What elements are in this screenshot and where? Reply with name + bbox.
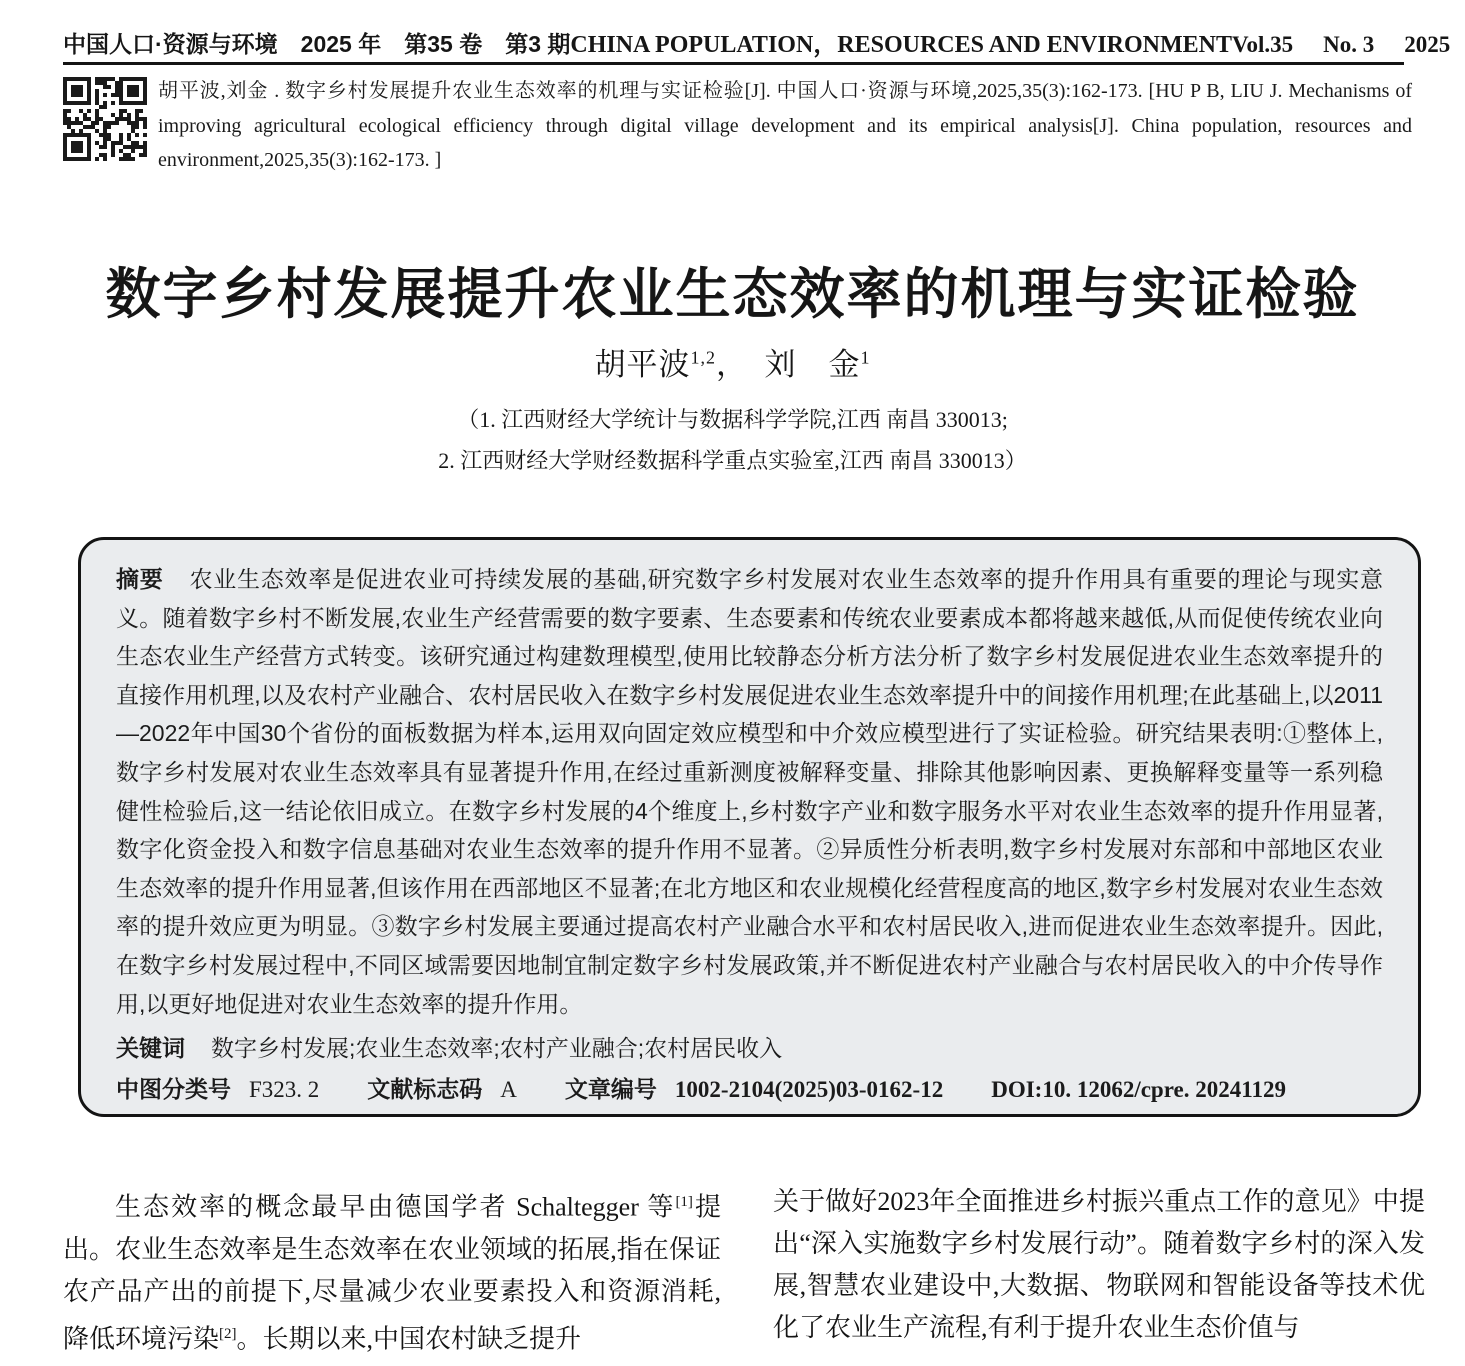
affiliations xyxy=(0,399,1465,481)
body-columns xyxy=(63,1181,1425,1360)
page-title: 数字乡村发展提升农业生态效率的机理与实证检验 xyxy=(105,263,1360,325)
body-column-right xyxy=(773,1181,1425,1360)
body-paragraph-left: 生态效率的概念最早由德国学者 Schaltegger 等[1]提出。农业生态效率是生态效率在农业领域的拓展,指在保证农产品产出的前提下,尽量减少农业要素投入和资源消耗,降低环境污染[2]。长期以来,中国农村缺乏提升 xyxy=(63,1192,721,1354)
issue-label: No. 3 xyxy=(1323,32,1375,57)
body-paragraph-right: 关于做好2023年全面推进乡村振兴重点工作的意见》中提出“深入实施数字乡村发展行动”。随着数字乡村的深入发展,智慧农业建设中,大数据、物联网和智能设备等技术优化了农业生产流程,有利于提升农业生态价值与 xyxy=(773,1187,1425,1342)
abstract-box xyxy=(78,537,1421,1117)
citation-strip xyxy=(63,74,1412,178)
keywords-label: 关键词 xyxy=(116,1035,185,1062)
keywords-text: 数字乡村发展;农业生态效率;农村产业融合;农村居民收入 xyxy=(211,1035,783,1062)
year-label: 2025 xyxy=(1404,32,1451,57)
body-column-left xyxy=(63,1181,721,1360)
masthead-divider xyxy=(63,62,1404,65)
abstract-paragraph xyxy=(116,560,1383,1023)
article-meta-row xyxy=(116,1070,1383,1110)
citation-text: 胡平波,刘金 . 数字乡村发展提升农业生态效率的机理与实证检验[J]. 中国人口·资源与环境,2025,35(3):162-173. [HU P B, LIU J. Mechanisms of improving agricultural ecological efficiency through digital village development and its empirical analysis[J]. China population, resources and environment,2025,35(3):162-173. ] xyxy=(158,80,1412,171)
abstract-text: 农业生态效率是促进农业可持续发展的基础,研究数字乡村发展对农业生态效率的提升作用具有重要的理论与现实意义。随着数字乡村不断发展,农业生产经营需要的数字要素、生态要素和传统农业要素成本都将越来越低,从而促使传统农业向生态农业生产经营方式转变。该研究通过构建数理模型,使用比较静态分析方法分析了数字乡村发展促进农业生态效率提升的直接作用机理,以及农村产业融合、农村居民收入在数字乡村发展促进农业生态效率提升中的间接作用机理;在此基础上,以2011—2022年中国30个省份的面板数据为样本,运用双向固定效应模型和中介效应模型进行了实证检验。研究结果表明:①整体上,数字乡村发展对农业生态效率具有显著提升作用,在经过重新测度被解释变量、排除其他影响因素、更换解释变量等一系列稳健性检验后,这一结论依旧成立。在数字乡村发展的4个维度上,乡村数字产业和数字服务水平对农业生态效率的提升作用显著,数字化资金投入和数字信息基础对农业生态效率的提升作用不显著。②异质性分析表明,数字乡村发展对东部和中部地区农业生态效率的提升作用显著,但该作用在西部地区不显著;在北方地区和农业规模化经营程度高的地区,数字乡村发展对农业生态效率的提升效应更为明显。③数字乡村发展主要通过提高农村产业融合水平和农村居民收入,进而促进农业生态效率提升。因此,在数字乡村发展过程中,不同区域需要因地制宜制定数字乡村发展政策,并不断促进农村产业融合与农村居民收入的中介传导作用,以更好地促进对农业生态效率的提升作用。 xyxy=(116,566,1384,1017)
doi-value: DOI:10. 12062/cpre. 20241129 xyxy=(991,1076,1286,1102)
masthead-issue-info xyxy=(1232,32,1450,58)
affiliation-1: （1. 江西财经大学统计与数据科学学院,江西 南昌 330013; xyxy=(457,407,1008,432)
masthead-english: CHINA POPULATION，RESOURCES AND ENVIRONMENT xyxy=(570,32,1233,58)
doc-code-value: A xyxy=(500,1076,517,1102)
abstract-label: 摘要 xyxy=(116,566,164,592)
masthead xyxy=(63,24,1451,59)
article-id-label: 文章编号 xyxy=(564,1075,657,1102)
keywords-row xyxy=(116,1029,1383,1068)
clc-value: F323. 2 xyxy=(249,1076,320,1102)
volume-label: Vol.35 xyxy=(1232,32,1294,57)
qr-code xyxy=(63,77,147,161)
doc-code-label: 文献标志码 xyxy=(367,1075,483,1102)
clc-label: 中图分类号 xyxy=(116,1075,231,1102)
affiliation-2: 2. 江西财经大学财经数据科学重点实验室,江西 南昌 330013） xyxy=(438,448,1027,473)
article-id-value: 1002-2104(2025)03-0162-12 xyxy=(674,1076,944,1102)
authors-line: 胡平波$^{1,2}$， 刘 金$^1$ xyxy=(594,347,871,382)
masthead-chinese: 中国人口·资源与环境 2025 年 第35 卷 第3 期 xyxy=(63,31,571,57)
